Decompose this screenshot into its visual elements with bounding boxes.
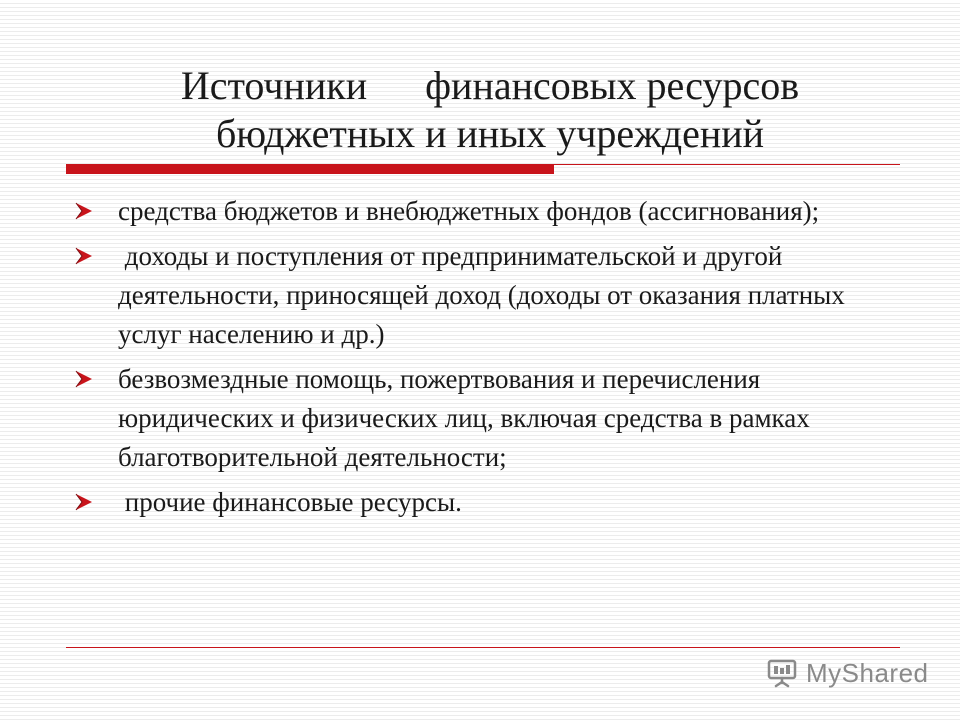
presentation-board-icon: [766, 657, 798, 689]
bottom-divider: [66, 647, 900, 648]
bullet-text: прочие финансовые ресурсы.: [118, 487, 462, 517]
bullet-item: [70, 237, 900, 354]
title-line-1: [120, 62, 860, 110]
title-underline-rule: [554, 164, 900, 165]
title-line-2: бюджетных и иных учреждений: [215, 111, 765, 156]
bullet-item: [70, 192, 900, 231]
bullet-text: безвозмездные помощь, пожертвования и перечисления юридических и физических лиц, включая средства в рамках благотворительной деятельности;: [118, 364, 810, 472]
watermark-text: MyShared: [806, 657, 929, 688]
arrowhead-bullet-icon: [74, 369, 94, 389]
bullet-item: [70, 483, 900, 522]
title-underline-bar: [66, 164, 554, 174]
watermark-logo[interactable]: [766, 655, 929, 691]
slide-title: [120, 62, 860, 158]
bullet-text: доходы и поступления от предпринимательской и другой деятельности, приносящей доход (доходы от оказания платных услуг населению и др.): [118, 241, 852, 349]
bullet-text: средства бюджетов и внебюджетных фондов (ассигнования);: [118, 196, 820, 226]
title-line-1-part-b: финансовых ресурсов: [425, 63, 800, 108]
arrowhead-bullet-icon: [74, 201, 94, 221]
title-line-1-part-a: Источники: [180, 63, 368, 108]
bullet-list: [70, 192, 900, 528]
arrowhead-bullet-icon: [74, 492, 94, 512]
arrowhead-bullet-icon: [74, 246, 94, 266]
bullet-item: [70, 360, 900, 477]
